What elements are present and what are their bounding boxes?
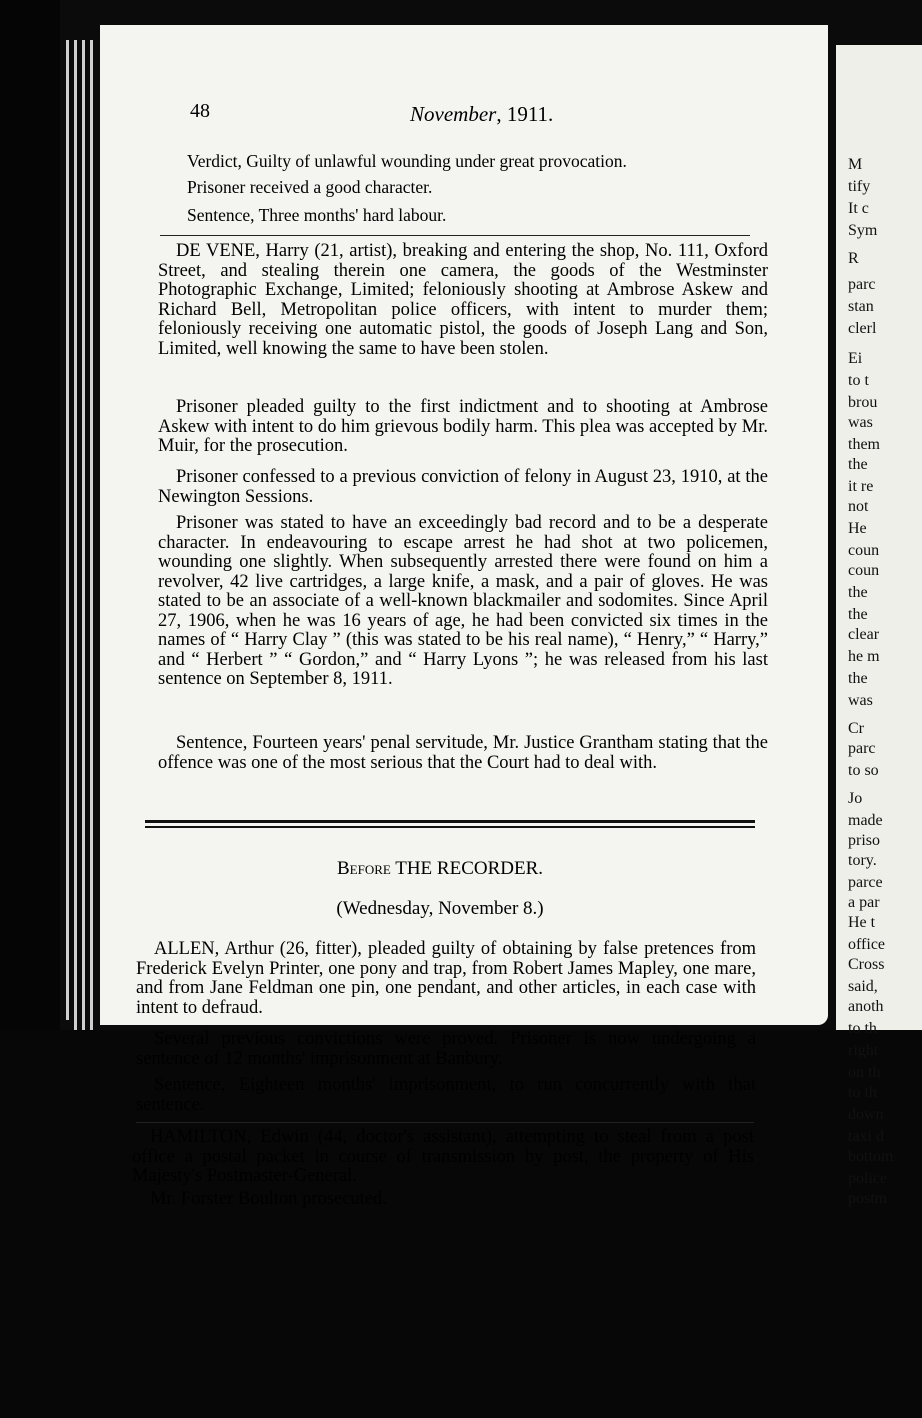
case-divider	[160, 235, 750, 236]
running-title: November, 1911.	[410, 102, 554, 126]
right-page-line: to th	[848, 1020, 877, 1037]
page-header	[190, 100, 790, 130]
devene-sentence: Sentence, Fourteen years' penal servitude, Mr. Justice Grantham stating that the offence was one of the most serious that the Court had to deal with.	[158, 733, 768, 773]
right-page-line: M	[848, 156, 863, 173]
right-page-line: Sym	[848, 222, 878, 239]
right-page-line: coun	[848, 562, 880, 579]
right-page-line: parce	[848, 874, 883, 891]
right-page-line: the	[848, 606, 868, 623]
right-page-line: tory.	[848, 852, 877, 869]
right-page-line: priso	[848, 832, 880, 849]
right-page-line: police	[848, 1170, 888, 1187]
right-page-line: down	[848, 1106, 884, 1123]
page-edge	[66, 40, 69, 1020]
right-page-line: Jo	[848, 790, 863, 807]
right-page-line: right	[848, 1042, 879, 1059]
allen-heading-para: ALLEN, Arthur (26, fitter), pleaded guilty of obtaining by false pretences from Frederick Evelyn Printer, one pony and trap, from Robert James Mapley, one mare, and from Jane Feldman one pin, one pendant, and other articles, in each case with intent to defraud.	[136, 939, 756, 1018]
right-page-line: to t	[848, 372, 869, 389]
right-page-line: on th	[848, 1064, 881, 1081]
hamilton-prosecutor: Mr. Forster Boulton prosecuted.	[150, 1189, 387, 1209]
right-page-line: the	[848, 670, 868, 687]
defendant-name: ALLEN	[154, 939, 215, 959]
court-heading: Before THE RECORDER.	[336, 858, 544, 879]
right-page-line: stan	[848, 298, 874, 315]
right-page-line: made	[848, 812, 883, 829]
right-page-line: to so	[848, 762, 879, 779]
character-line: Prisoner received a good character.	[187, 177, 433, 197]
devene-previous: Prisoner confessed to a previous conviction of felony in August 23, 1910, at the Newington Sessions.	[158, 467, 768, 507]
right-page-line: the	[848, 584, 868, 601]
section-divider	[145, 820, 755, 828]
devene-plea: Prisoner pleaded guilty to the first indictment and to shooting at Ambrose Askew with intent to do him grievous bodily harm. This plea was accepted by Mr. Muir, for the prosecution.	[158, 397, 768, 456]
right-page-line: a par	[848, 894, 880, 911]
allen-previous: Several previous convictions were proved. Prisoner is now undergoing a sentence of 12 months' imprisonment at Banbury.	[136, 1029, 756, 1069]
right-page-line: tify	[848, 178, 871, 195]
right-page-line: to th	[848, 1084, 877, 1101]
right-page-line: parc	[848, 276, 876, 293]
page-number: 48	[190, 100, 210, 122]
right-page-line: He	[848, 520, 867, 537]
right-page-line: not	[848, 498, 869, 515]
right-page-line: coun	[848, 542, 880, 559]
verdict-line: Verdict, Guilty of unlawful wounding under great provocation.	[187, 151, 627, 171]
devene-heading-para: DE VENE, Harry (21, artist), breaking and entering the shop, No. 111, Oxford Street, and stealing therein one camera, the goods of the Westminster Photographic Exchange, Limited; feloniously shooting at Ambrose Askew and Richard Bell, Metropolitan police officers, with intent to murder them; feloniously receiving one automatic pistol, the goods of Joseph Lang and Son, Limited, well knowing the same to have been stolen.	[158, 241, 768, 359]
page-edge	[90, 40, 93, 1040]
right-page-line: R	[848, 250, 859, 267]
right-page-line: anoth	[848, 998, 884, 1015]
hamilton-heading-para: HAMILTON, Edwin (44, doctor's assistant), attempting to steal from a post office a postal packet in course of transmission by post, the property of His Majesty's Postmaster-General.	[132, 1127, 754, 1186]
right-page-line: it re	[848, 478, 874, 495]
sentence-line: Sentence, Three months' hard labour.	[187, 205, 447, 225]
right-page-line: Cross	[848, 956, 885, 973]
right-page-line: parc	[848, 740, 876, 757]
right-page-line: Cr	[848, 720, 864, 737]
case-divider	[136, 1122, 754, 1123]
page-edge	[74, 40, 77, 1030]
defendant-name: DE VENE	[176, 241, 256, 261]
right-page-line: the	[848, 456, 868, 473]
right-page-line: bottom	[848, 1148, 894, 1165]
right-page-line: clear	[848, 626, 880, 643]
right-page-line: It c	[848, 200, 869, 217]
right-page-line: clerl	[848, 320, 877, 337]
right-page-line: was	[848, 414, 873, 431]
right-page-line: brou	[848, 394, 878, 411]
devene-record: Prisoner was stated to have an exceedingly bad record and to be a desperate character. In endeavouring to escape arrest he had shot at two policemen, wounding one slightly. When subsequently arrested there were found on him a revolver, 42 live cartridges, a large knife, a mask, and a pair of gloves. He was stated to be an associate of a well-known blackmailer and sodomites. Since April 27, 1906, when he was 16 years of age, he had been convicted six times in the names of “ Harry Clay ” (this was stated to be his real name), “ Henry,” “ Harry,” and “ Herbert ” “ Gordon,” and “ Harry Lyons ”; he was released from his last sentence on September 8, 1911.	[158, 513, 768, 689]
right-page-line: He t	[848, 914, 876, 931]
page-edge	[82, 40, 85, 1035]
allen-sentence: Sentence, Eighteen months' imprisonment, to run concurrently with that sentence.	[136, 1075, 756, 1115]
right-page-line: was	[848, 692, 873, 709]
right-page-line: said,	[848, 978, 878, 995]
defendant-name: HAMILTON	[150, 1127, 247, 1147]
right-page-line: Ei	[848, 350, 863, 367]
right-page-line: them	[848, 436, 880, 453]
right-page-line: office	[848, 936, 886, 953]
right-page-line: he m	[848, 648, 880, 665]
right-page-line: taxi d	[848, 1128, 884, 1145]
right-page-line: postm	[848, 1190, 888, 1207]
court-date: (Wednesday, November 8.)	[336, 898, 544, 919]
